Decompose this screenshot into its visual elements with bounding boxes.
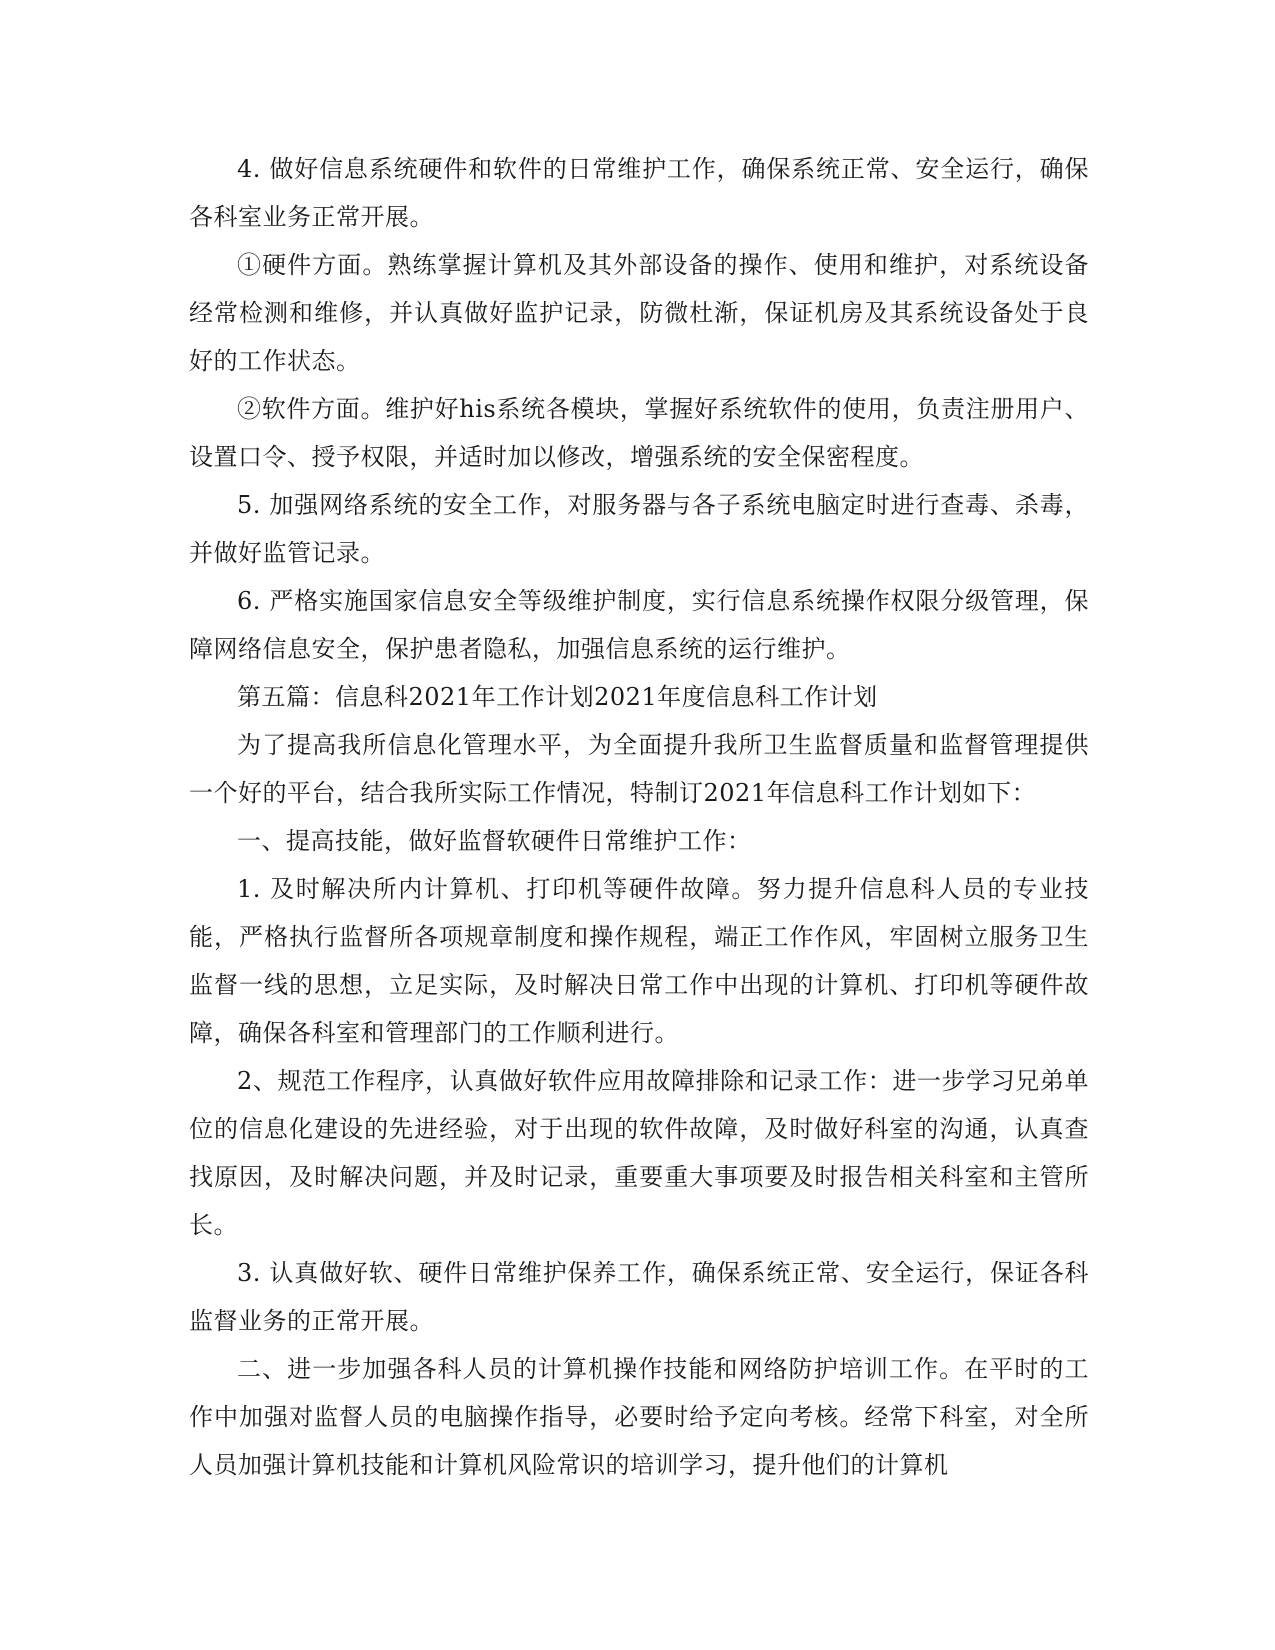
paragraph-plan-intro: 为了提高我所信息化管理水平，为全面提升我所卫生监督质量和监督管理提供一个好的平台，结合我所实际工作情况，特制订2021年信息科工作计划如下： [189, 731, 1089, 807]
paragraph-hardware-aspect: ①硬件方面。熟练掌握计算机及其外部设备的操作、使用和维护，对系统设备经常检测和维修，并认真做好监护记录，防微杜渐，保证机房及其系统设备处于良好的工作状态。 [189, 251, 1089, 375]
paragraph-training-work: 二、进一步加强各科人员的计算机操作技能和网络防护培训工作。在平时的工作中加强对监督人员的电脑操作指导，必要时给予定向考核。经常下科室，对全所人员加强计算机技能和计算机风险常识的培训学习，提升他们的计算机 [189, 1355, 1089, 1479]
paragraph-hardware-software-maintenance: 4. 做好信息系统硬件和软件的日常维护工作，确保系统正常、安全运行，确保各科室业务正常开展。 [189, 155, 1089, 231]
section-heading-improve-skills: 一、提高技能，做好监督软硬件日常维护工作： [237, 827, 752, 855]
paragraph-software-aspect: ②软件方面。维护好his系统各模块，掌握好系统软件的使用，负责注册用户、设置口令、授予权限，并适时加以修改，增强系统的安全保密程度。 [189, 395, 1089, 471]
paragraph-resolve-hardware-faults: 1. 及时解决所内计算机、打印机等硬件故障。努力提升信息科人员的专业技能，严格执行监督所各项规章制度和操作规程，端正工作作风，牢固树立服务卫生监督一线的思想，立足实际，及时解决日常工作中出现的计算机、打印机等硬件故障，确保各科室和管理部门的工作顺利进行。 [189, 875, 1089, 1047]
section-heading-part-five: 第五篇：信息科2021年工作计划2021年度信息科工作计划 [237, 683, 878, 711]
paragraph-daily-maintenance: 3. 认真做好软、硬件日常维护保养工作，确保系统正常、安全运行，保证各科监督业务的正常开展。 [189, 1259, 1089, 1335]
paragraph-network-security: 5. 加强网络系统的安全工作，对服务器与各子系统电脑定时进行查毒、杀毒，并做好监管记录。 [189, 491, 1089, 567]
paragraph-standardize-procedures: 2、规范工作程序，认真做好软件应用故障排除和记录工作：进一步学习兄弟单位的信息化建设的先进经验，对于出现的软件故障，及时做好科室的沟通，认真查找原因，及时解决问题，并及时记录，重要重大事项要及时报告相关科室和主管所长。 [189, 1067, 1089, 1239]
paragraph-security-level-system: 6. 严格实施国家信息安全等级维护制度，实行信息系统操作权限分级管理，保障网络信息安全，保护患者隐私，加强信息系统的运行维护。 [189, 587, 1089, 663]
document-body [189, 145, 1089, 1489]
